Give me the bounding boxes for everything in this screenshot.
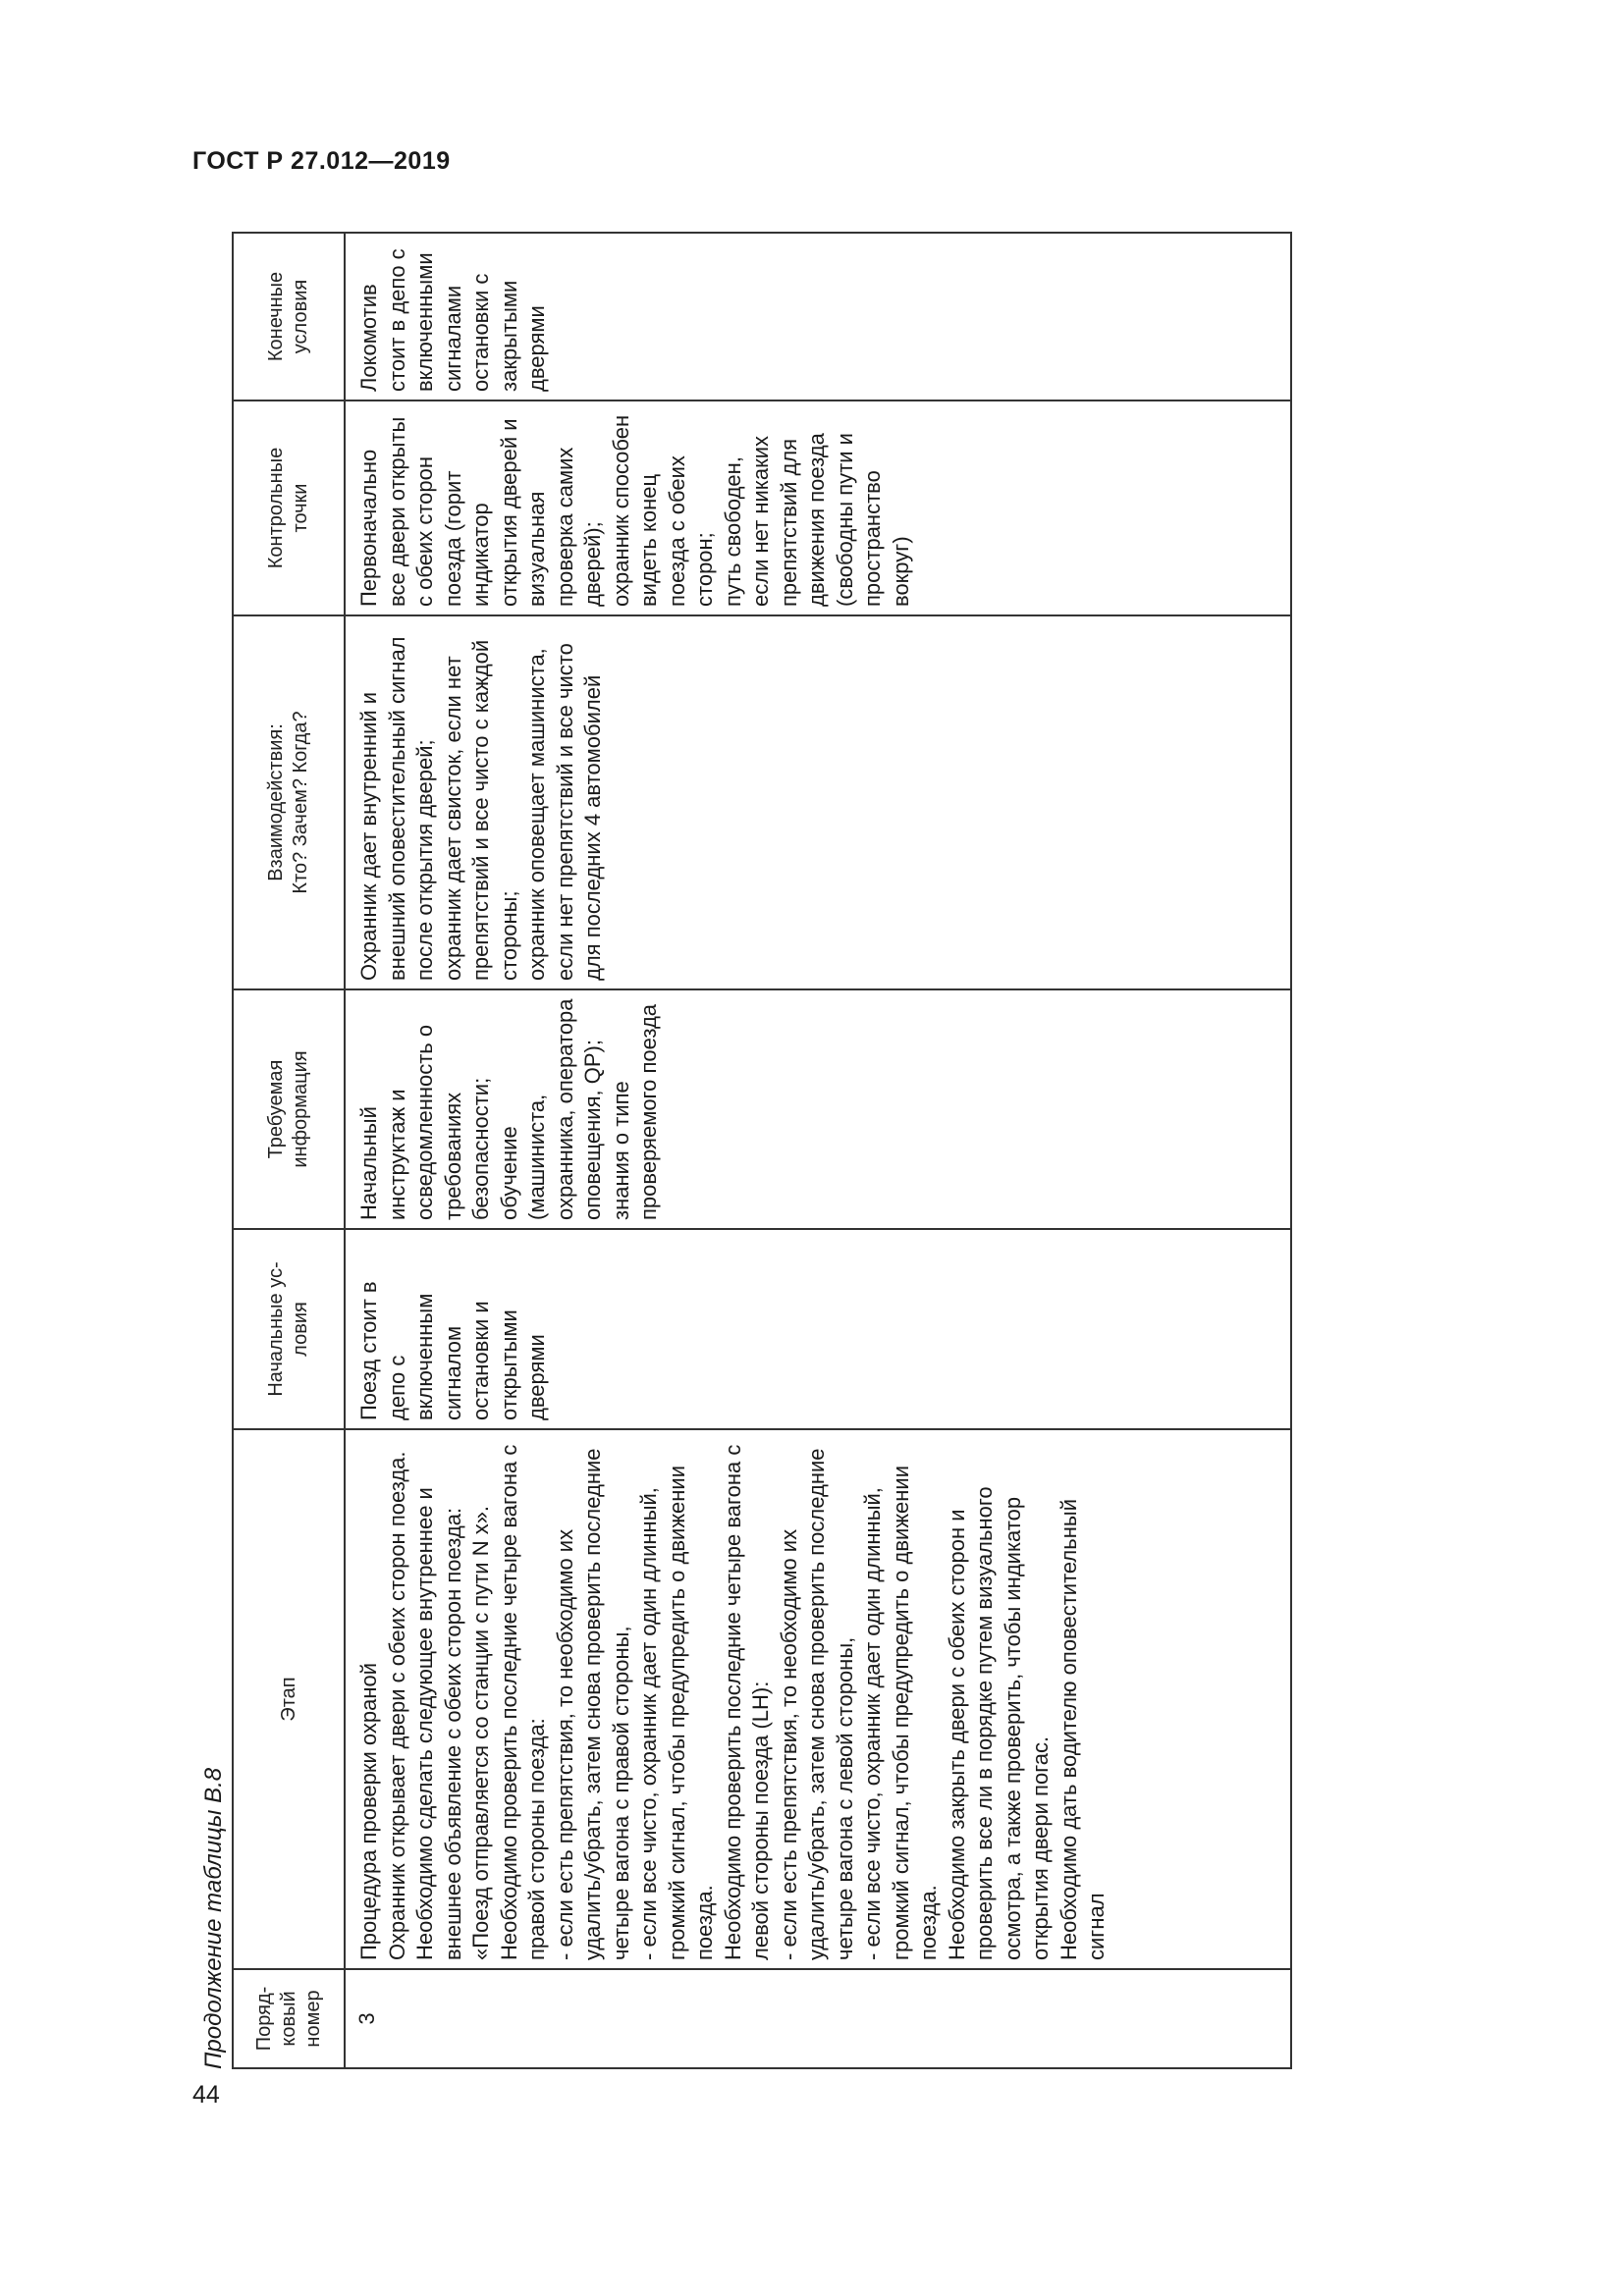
cell-paragraph: Необходимо закрыть двери с обеих сторон и проверить все ли в порядке путем визуального осмотра, а также проверить, чтобы индикатор открытия двери погас.: [944, 1486, 1053, 1960]
column-header-required-info: Требуемая информация: [233, 989, 345, 1229]
cell-paragraph: - если есть препятствия, то необходимо их удалить/убрать, затем снова проверить последние четыре вагона с левой стороны,: [776, 1448, 857, 1960]
cell-control-points: [345, 400, 1291, 615]
cell-stage: [345, 1429, 1291, 1969]
column-header-final-conditions: Конечные условия: [233, 233, 345, 400]
cell-interactions: [345, 615, 1291, 989]
cell-paragraph: Необходимо проверить последние четыре вагона с левой стороны поезда (LH):: [720, 1444, 773, 1960]
rotated-table-block: [196, 234, 1296, 2069]
cell-paragraph: путь свободен, если нет никаких препятствий для движения поезда (свободны пути и пространство вокруг): [720, 433, 913, 607]
column-header-control-points: Контрольные точки: [233, 400, 345, 615]
cell-paragraph: знания о типе проверяемого поезда: [608, 1003, 661, 1220]
cell-required-info: [345, 989, 1291, 1229]
cell-paragraph: - если все чисто, охранник дает один длинный, громкий сигнал, чтобы предупредить о движении поезда.: [636, 1465, 717, 1960]
cell-paragraph: Поезд стоит в депо с включенным сигналом остановки и открытыми дверями: [356, 1281, 549, 1420]
cell-paragraph: Охранник дает внутренний и внешний оповестительный сигнал после открытия дверей;: [356, 636, 437, 981]
cell-paragraph: охранник способен видеть конец поезда с обеих сторон;: [608, 414, 717, 607]
table-caption: Продолжение таблицы В.8: [200, 1767, 227, 2069]
cell-paragraph: - если есть препятствия, то необходимо их удалить/убрать, затем снова проверить последние четыре вагона с правой стороны,: [552, 1448, 633, 1960]
cell-paragraph: Необходимо проверить последние четыре вагона с правой стороны поезда:: [496, 1444, 549, 1960]
cell-paragraph: Начальный инструктаж и осведомленность о требованиях безопасности;: [356, 1024, 493, 1220]
cell-paragraph: Необходимо сделать следующее внутреннее и внешнее объявление с обеих сторон поезда: «Поезд отправляется со станции с пути N x».: [412, 1487, 493, 1960]
cell-paragraph: охранник оповещает машиниста, если нет препятствий и все чисто для последних 4 автомобилей: [524, 643, 605, 981]
cell-paragraph: Локомотив стоит в депо с включенными сигналами остановки с закрытыми дверями: [356, 248, 549, 392]
column-header-stage: Этап: [233, 1429, 345, 1969]
table-row: [345, 233, 1291, 2068]
column-header-number: Поряд- ковый номер: [233, 1969, 345, 2068]
table-header-row: [233, 233, 345, 2068]
cell-paragraph: Необходимо дать водителю оповестительный сигнал: [1056, 1499, 1109, 1960]
page-number: 44: [192, 2081, 220, 2109]
cell-paragraph: Охранник открывает двери с обеих сторон поезда.: [384, 1451, 409, 1960]
cell-final-conditions: [345, 233, 1291, 400]
cell-paragraph: - если все чисто, охранник дает один длинный, громкий сигнал, чтобы предупредить о движении поезда.: [860, 1465, 941, 1960]
column-header-initial-conditions: Начальные ус- ловия: [233, 1229, 345, 1429]
cell-number: 3: [345, 1969, 1291, 2068]
document-header: ГОСТ Р 27.012—2019: [192, 147, 451, 175]
cell-paragraph: Первоначально все двери открыты с обеих сторон поезда (горит индикатор открытия дверей и визуальная проверка самих дверей);: [356, 416, 605, 607]
main-table: [232, 232, 1292, 2069]
cell-initial-conditions: [345, 1229, 1291, 1429]
column-header-interactions: Взаимодействия: Кто? Зачем? Когда?: [233, 615, 345, 989]
cell-paragraph: охранник дает свисток, если нет препятствий и все чисто с каждой стороны;: [440, 639, 521, 981]
cell-paragraph: Процедура проверки охраной: [356, 1662, 381, 1960]
cell-paragraph: обучение (машиниста, охранника, оператора оповещения, QP);: [496, 998, 605, 1220]
